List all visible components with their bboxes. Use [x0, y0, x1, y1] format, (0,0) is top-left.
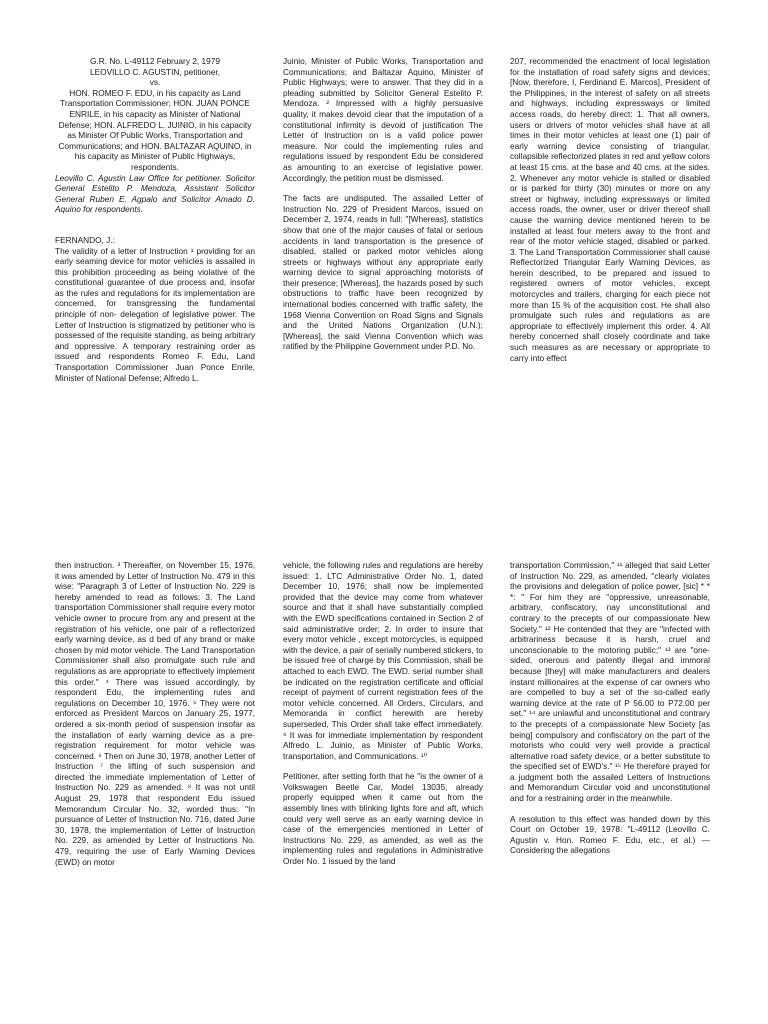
body-paragraph: Petitioner, after setting forth that he "is the owner of a Volkswagen Beetle Car, Model 13035, already properly equipped when it came out from the assembly lines with blinking lights fore and aft, which could very well serve as an early warning device in case of the emergencies mentioned in Letter of Instructions No. 229, as amended, as well as the implementing rules and regulations in Administrative Order No. 1 issued by the land [283, 771, 483, 867]
column-4 [55, 560, 255, 867]
body-paragraph: Juinio, Minister of Public Works, Transportation and Communications; and Baltazar Aquino, Minister of Public Highways; were to answer. That they did in a pleading submitted by Solicitor General Estelito P. Mendoza. ² Impressed with a highly persuasive quality, it makes devoid clear that the imputation of a constitutional infirmity is devoid of justification The Letter of Instruction on is a valid police power measure. Nor could the implementing rules and regulations issued by respondent Edu be considered as amounting to an exercise of legislative power. Accordingly, the petition must be dismissed. [283, 56, 483, 183]
body-paragraph: The validity of a letter of Instruction ¹ providing for an early seaming device for motor vehicles is assailed in this prohibition proceeding as being violative of the constitutional guarantee of due process and, insofar as the rules and regulations for its implementation are concerned, for transgressing the fundamental principle of non- delegation of legislative power. The Letter of Instruction is stigmatized by petitioner who is possessed of the requisite standing, as being arbitrary and oppressive. A temporary restraining order as issued and respondents Romeo F. Edu, Land Transportation Commissioner Juan Ponce Enrile, Minister of National Defense; Alfredo L. [55, 245, 255, 383]
body-paragraph: then instruction. ³ Thereafter, on November 15, 1976, it was amended by Letter of Instruction No. 479 in this wise: "Paragraph 3 of Letter of Instruction No. 229 is hereby amended to read as follows: 3. The Land transportation Commissioner shall require every motor vehicle owner to procure from any and present at the registration of his vehicle, one pair of a reflectorized early warning device, as d bed of any brand or make chosen by mid motor vehicle. The Land Transportation Commissioner shall also promulgate such rule and regulations as are appropriate to effectively implement this order." ⁴ There was issued accordingly, by respondent Edu, the implementing rules and regulations on December 10, 1976. ⁵ They were not enforced as President Marcos on January 25, 1977, ordered a six-month period of suspension insofar as the installation of early warning device as a pre-registration requirement for motor vehicle was concerned. ⁶ Then on June 30, 1978, another Letter of Instruction ⁷ the lifting of such suspension and directed the immediate implementation of Letter of Instruction No. 229 as amended. ⁸ It was not until August 29, 1978 that respondent Edu issued Memorandum Circular No. 32, worded thus: "In pursuance of Letter of Instruction No. 716, dated June 30, 1978, the implementation of Letter of Instruction No. 229, as amended by Letter of Instructions No. 479, requiring the use of Early Warning Devices (EWD) on motor [55, 560, 256, 867]
ponente: FERNANDO, J.: [55, 234, 115, 245]
body-paragraph: vehicle, the following rules and regulations are hereby issued: 1. LTC Administrative Order No. 1, dated December 10, 1976; shall now be implemented provided that the device may come from whatever source and that it shall have substantially complied with the EWD specifications contained in Section 2 of said administrative order; 2. In order to insure that every motor vehicle , except motorcycles, is equipped with the device, a pair of serially numbered stickers, to be issued free of charge by this Commission, shall be attached to each EWD. The EWD. serial number shall be indicated on the registration certificate and official receipt of payment of current registration fees of the motor vehicle concerned. All Orders, Circulars, and Memoranda in conflict herewith are hereby superseded, This Order shall take effect immediately. ⁹ It was for immediate implementation by respondent Alfredo L. Juinio, as Minister of Public Works, transportation, and Communications. ¹⁰ [283, 560, 483, 761]
column-1 [55, 56, 255, 383]
counsel-block: Leovillo C. Agustin Law Office for petitioner. Solicitor General Estelito P. Mendoza, Assistant Solicitor General Ruben E. Agpalo and Solicitor Amado D. Aquino for respondents. [55, 172, 255, 215]
body-paragraph: A resolution to this effect was handed down by this Court on October 19, 1978: "L-49112 (Leovillo C. Agustin v. Hon. Romeo F. Edu, etc., et al.) — Considering the allegations [510, 813, 710, 856]
column-5 [283, 560, 483, 867]
body-paragraph: The facts are undisputed. The assailed Letter of Instruction No. 229 of President Marcos, issued on December 2, 1974, reads in full: "[Whereas], statistics show that one of the major causes of fatal or serious accidents in land transportation is the presence of disabled, stalled or parked motor vehicles along streets or highways without any appropriate early warning device to signal approaching motorists of their presence; [Whereas], the hazards posed by such obstructions to traffic have been recognized by international bodies concerned with traffic safety, the 1968 Vienna Convention on Road Signs and Signals and the United Nations Organization (U.N.); [Whereas], the said Vienna Convention which was ratified by the Philippine Government under P.D. No. [283, 193, 483, 352]
column-6 [510, 560, 710, 856]
column-3 [510, 56, 710, 363]
column-2 [283, 56, 483, 352]
respondents-block: HON. ROMEO F. EDU, in his capacity as Land Transportation Commissioner; HON. JUAN PONCE ENRILE, in his capacity as Minister of National Defense; HON. ALFREDO L. JUINIO, in his capacity as Minister Of Public Works, Transportation and Communications; and HON. BALTAZAR AQUINO, in his capacity as Minister of Public Highways, respondents. [58, 87, 252, 172]
case-caption: G.R. No. L-49112 February 2, 1979 [90, 56, 220, 66]
versus-line: vs. [149, 77, 161, 88]
body-paragraph: 207, recommended the enactment of local legislation for the installation of road safety signs and devices; [Now, therefore, I, Ferdinand E. Marcos], President of the Philippines, in the interest of safety on all streets and highways, including expressways or limited access roads, do hereby direct: 1. That all owners, users or drivers of motor vehicles shall have at all times in their motor vehicles at least one (1) pair of early warning device consisting of triangular, collapsible reflectorized plates in red and yellow colors at least 15 cms. at the base and 40 cms. at the sides. 2. Whenever any motor vehicle is stalled or disabled or is parked for thirty (30) minutes or more on any street or highway, including expressways or limited access roads, the owner, user or driver thereof shall cause the warning device mentioned herein to be installed at least four meters away to the front and rear of the motor vehicle staged, disabled or parked. 3. The Land Transportation Commissioner shall cause Reflectorized Triangular Early Warning Devices, as herein described, to be prepared and issued to registered owners of motor vehicles, except motorcycles and trailers, charging for each piece not more than 15 % of the acquisition cost. He shall also promulgate such rules and regulations as are appropriate to effectively implement this order. 4. All hereby concerned shall closely coordinate and take such measures as are necessary or appropriate to carry into effect [510, 56, 710, 363]
petitioner-line: LEOVILLO C. AGUSTIN, petitioner, [89, 66, 221, 77]
body-paragraph: transportation Commission," ¹¹ alleged that said Letter of Instruction No. 229, as amended, "clearly violates the provisions and delegation of police power, [sic] * * *: " For him they are "oppressive, unreasonable, arbitrary, confiscatory, nay unconstitutional and contrary to the precepts of our compassionate New Society." ¹² He contended that they are "infected with arbitrariness because it is harsh, cruel and unconscionable to the motoring public;" ¹³ are "one-sided, onerous and patently illegal and immoral because [they] will make manufacturers and dealers instant millionaires at the expense of car owners who are compelled to buy a set of the so-called early warning device at the rate of P 56.00 to P72.00 per set." ¹⁴ are unlawful and unconstitutional and contrary to the precepts of a compassionate New Society [as being] compulsory and confiscatory on the part of the motorists who could very well provide a practical alternative road safety device, or a better substitute to the specified set of EWD's." ¹⁵ He therefore prayed for a judgment both the assailed Letters of Instructions and Memorandum Circular void and unconstitutional and for a restraining order in the meanwhile. [510, 560, 710, 804]
